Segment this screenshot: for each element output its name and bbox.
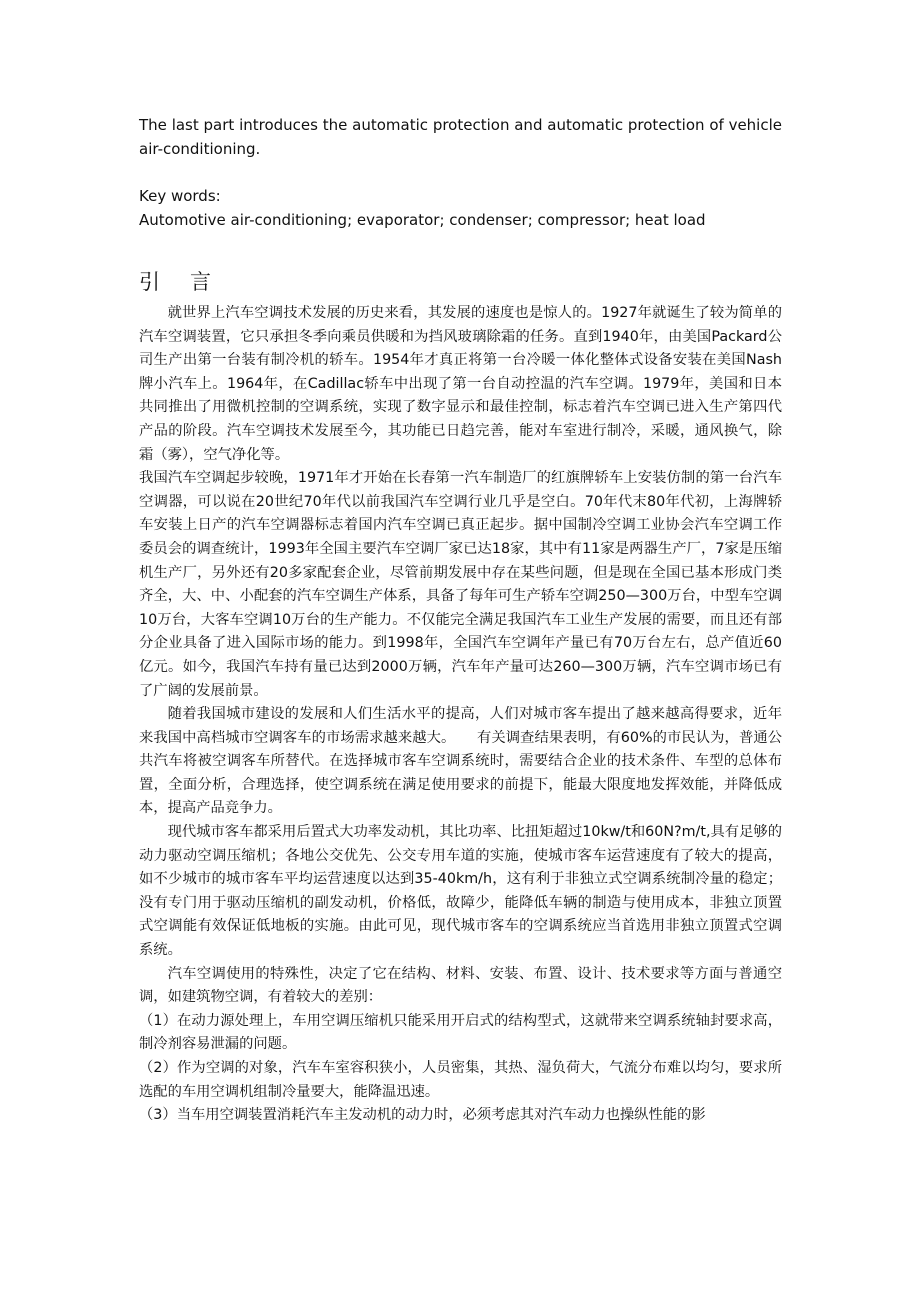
abstract-ending: The last part introduces the automatic protection and automatic protection of vehicle air-conditioning. — [139, 116, 782, 158]
body-text — [139, 302, 782, 1128]
list-item-1: （1）在动力源处理上，车用空调压缩机只能采用开启式的结构型式，这就带来空调系统轴封要求高，制冷剂容易泄漏的问题。 — [139, 1012, 782, 1053]
paragraph-special-features: 汽车空调使用的特殊性，决定了它在结构、材料、安装、布置、设计、技术要求等方面与普通空调，如建筑物空调，有着较大的差别： — [139, 965, 782, 1006]
list-item-3: （3）当车用空调装置消耗汽车主发动机的动力时，必须考虑其对汽车动力也操纵性能的影 — [139, 1107, 706, 1124]
keywords-title: Key words: — [139, 187, 221, 205]
section-heading-introduction: 引言 — [139, 270, 241, 294]
paragraph-history-china: 我国汽车空调起步较晚，1971年才开始在长春第一汽车制造厂的红旗牌轿车上安装仿制的第一台汽车空调器，可以说在20世纪70年代以前我国汽车空调行业几乎是空白。70年代末80年代初，上海牌轿车安装上日产的汽车空调器标志着国内汽车空调已真正起步。据中国制冷空调工业协会汽车空调工作委员会的调查统计，1993年全国主要汽车空调厂家已达18家，其中有11家是两器生产厂，7家是压缩机生产厂，另外还有20多家配套企业，尽管前期发展中存在某些问题，但是现在全国已基本形成门类齐全，大、中、小配套的汽车空调生产体系，具备了每年可生产轿车空调250—300万台，中型车空调10万台，大客车空调10万台的生产能力。不仅能完全满足我国汽车工业生产发展的需要，而且还有部分企业具备了进入国际市场的能力。到1998年，全国汽车空调年产量已有70万台左右，总产值近60亿元。如今，我国汽车持有量已达到2000万辆，汽车年产量可达260—300万辆，汽车空调市场已有了广阔的发展前景。 — [139, 470, 782, 699]
paragraph-modern-bus-engine: 现代城市客车都采用后置式大功率发动机，其比功率、比扭矩超过10kw/t和60N?m/t,具有足够的动力驱动空调压缩机；各地公交优先、公交专用车道的实施，使城市客车运营速度有了较大的提高，如不少城市的城市客车平均运营速度以达到35-40km/h，这有利于非独立式空调系统制冷量的稳定；没有专门用于驱动压缩机的副发动机，价格低，故障少，能降低车辆的制造与使用成本，非独立顶置式空调能有效保证低地板的实施。由此可见，现代城市客车的空调系统应当首选用非独立顶置式空调系统。 — [139, 824, 782, 959]
paragraph-history-world: 就世界上汽车空调技术发展的历史来看，其发展的速度也是惊人的。1927年就诞生了较为简单的汽车空调装置，它只承担冬季向乘员供暖和为挡风玻璃除霜的任务。直到1940年，由美国Packard公司生产出第一台装有制冷机的轿车。1954年才真正将第一台冷暖一体化整体式设备安装在美国Nash牌小汽车上。1964年，在Cadillac轿车中出现了第一台自动控温的汽车空调。1979年，美国和日本共同推出了用微机控制的空调系统，实现了数字显示和最佳控制，标志着汽车空调已进入生产第四代产品的阶段。汽车空调技术发展至今，其功能已日趋完善，能对车室进行制冷，采暖，通风换气，除霜（雾），空气净化等。 — [139, 305, 782, 463]
list-item-2: （2）作为空调的对象，汽车车室容积狭小，人员密集，其热、湿负荷大，气流分布难以均匀，要求所选配的车用空调机组制冷量要大，能降温迅速。 — [139, 1060, 782, 1100]
keywords-list: Automotive air-conditioning; evaporator; condenser; compressor; heat load — [139, 211, 706, 229]
paragraph-city-bus-demand: 随着我国城市建设的发展和人们生活水平的提高，人们对城市客车提出了越来越高得要求，近年来我国中高档城市空调客车的市场需求越来越大。 有关调查结果表明，有60%的市民认为，普通公共汽车将被空调客车所替代。在选择城市客车空调系统时，需要结合企业的技术条件、车型的总体布置，全面分析，合理选择，使空调系统在满足使用要求的前提下，能最大限度地发挥效能，并降低成本，提高产品竞争力。 — [139, 706, 782, 817]
